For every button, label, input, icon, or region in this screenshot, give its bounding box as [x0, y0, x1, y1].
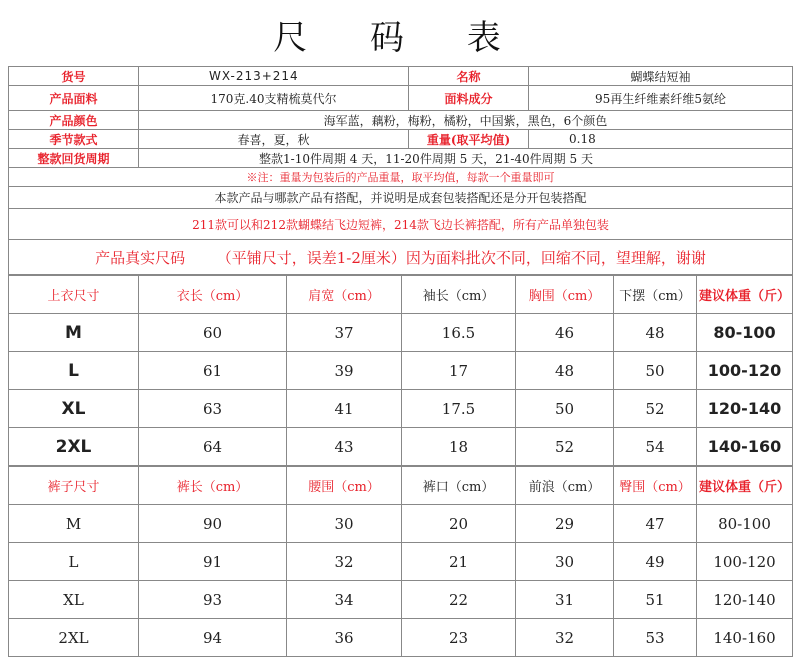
weight-label: 重量(取平均值) [409, 130, 529, 149]
pants-weight-cell: 140-160 [697, 619, 793, 657]
pants-measure-cell: 30 [287, 505, 402, 543]
tops-measure-cell: 17 [402, 352, 516, 390]
fabric-value: 170克.40支精梳莫代尔 [139, 86, 409, 111]
pants-header-weight: 建议体重（斤） [697, 467, 793, 505]
name-value: 蝴蝶结短袖 [529, 67, 793, 86]
tops-measure-cell: 16.5 [402, 314, 516, 352]
item-no-label: 货号 [9, 67, 139, 86]
tops-measure-cell: 48 [516, 352, 614, 390]
pants-header-length: 裤长（cm） [139, 467, 287, 505]
tops-size-label: L [9, 352, 139, 390]
pants-weight-cell: 80-100 [697, 505, 793, 543]
pants-size-label: XL [9, 581, 139, 619]
tops-measure-cell: 54 [614, 428, 697, 466]
size-chart [8, 66, 792, 657]
tops-header-size: 上衣尺寸 [9, 276, 139, 314]
tops-measure-cell: 41 [287, 390, 402, 428]
pants-header-size: 裤子尺寸 [9, 467, 139, 505]
pants-header-row [9, 467, 793, 505]
pants-size-row [9, 581, 793, 619]
tops-size-row [9, 314, 793, 352]
tops-weight-cell: 80-100 [697, 314, 793, 352]
pants-weight-cell: 120-140 [697, 581, 793, 619]
pants-measure-cell: 94 [139, 619, 287, 657]
tops-weight-cell: 100-120 [697, 352, 793, 390]
colors-value: 海军蓝，藕粉，梅粉，橘粉，中国紫，黑色，6个颜色 [139, 111, 793, 130]
tops-header-row [9, 276, 793, 314]
tops-weight-cell: 120-140 [697, 390, 793, 428]
pants-measure-cell: 53 [614, 619, 697, 657]
tops-size-row [9, 390, 793, 428]
tops-size-label: M [9, 314, 139, 352]
real-size-label: 产品真实尺码 [95, 248, 186, 267]
tops-header-length: 衣长（cm） [139, 276, 287, 314]
pants-size-label: 2XL [9, 619, 139, 657]
pants-measure-cell: 51 [614, 581, 697, 619]
name-label: 名称 [409, 67, 529, 86]
pants-measure-cell: 22 [402, 581, 516, 619]
tops-header-sleeve: 袖长（cm） [402, 276, 516, 314]
fabric-label: 产品面料 [9, 86, 139, 111]
pants-measure-cell: 34 [287, 581, 402, 619]
season-label: 季节款式 [9, 130, 139, 149]
real-size-row [9, 240, 793, 275]
item-no-value: WX-213+214 [139, 67, 409, 86]
tops-size-row [9, 428, 793, 466]
pants-measure-cell: 21 [402, 543, 516, 581]
pants-measure-cell: 30 [516, 543, 614, 581]
tops-size-label: 2XL [9, 428, 139, 466]
tops-size-table [8, 275, 793, 466]
composition-value: 95再生纤维素纤维5氨纶 [529, 86, 793, 111]
product-info-table [8, 66, 793, 275]
pants-weight-cell: 100-120 [697, 543, 793, 581]
tops-measure-cell: 61 [139, 352, 287, 390]
restock-value: 整款1-10件周期 4 天，11-20件周期 5 天，21-40件周期 5 天 [139, 149, 793, 168]
tops-measure-cell: 37 [287, 314, 402, 352]
pants-size-table [8, 466, 793, 657]
pants-measure-cell: 47 [614, 505, 697, 543]
match-note: 本款产品与哪款产品有搭配，并说明是成套包装搭配还是分开包装搭配 [9, 187, 793, 209]
weight-note-text: ※注：重量为包装后的产品重量，取平均值，每款一个重量即可 [246, 171, 555, 184]
pants-measure-cell: 90 [139, 505, 287, 543]
tops-measure-cell: 64 [139, 428, 287, 466]
pants-header-leg-opening: 裤口（cm） [402, 467, 516, 505]
season-value: 春喜，夏，秋 [139, 130, 409, 149]
restock-label: 整款回货周期 [9, 149, 139, 168]
pants-measure-cell: 32 [516, 619, 614, 657]
weight-value: 0.18 [529, 130, 793, 149]
tops-measure-cell: 43 [287, 428, 402, 466]
tops-header-shoulder: 肩宽（cm） [287, 276, 402, 314]
tops-measure-cell: 39 [287, 352, 402, 390]
tops-measure-cell: 46 [516, 314, 614, 352]
tops-measure-cell: 52 [516, 428, 614, 466]
tops-measure-cell: 50 [516, 390, 614, 428]
weight-note [9, 168, 793, 187]
pants-measure-cell: 49 [614, 543, 697, 581]
pants-measure-cell: 20 [402, 505, 516, 543]
tops-header-chest: 胸围（cm） [516, 276, 614, 314]
tops-measure-cell: 48 [614, 314, 697, 352]
pants-size-row [9, 619, 793, 657]
pants-size-row [9, 505, 793, 543]
color-label: 产品颜色 [9, 111, 139, 130]
tops-weight-cell: 140-160 [697, 428, 793, 466]
pants-measure-cell: 23 [402, 619, 516, 657]
match-detail: 211款可以和212款蝴蝶结飞边短裤，214款飞边长裤搭配，所有产品单独包装 [9, 209, 793, 240]
pants-size-label: M [9, 505, 139, 543]
tops-measure-cell: 52 [614, 390, 697, 428]
pants-header-hip: 臀围（cm） [614, 467, 697, 505]
tops-measure-cell: 17.5 [402, 390, 516, 428]
real-size-note: （平铺尺寸，误差1-2厘米）因为面料批次不同，回缩不同，望理解，谢谢 [216, 248, 706, 267]
pants-size-label: L [9, 543, 139, 581]
pants-measure-cell: 93 [139, 581, 287, 619]
tops-measure-cell: 60 [139, 314, 287, 352]
pants-measure-cell: 29 [516, 505, 614, 543]
tops-measure-cell: 18 [402, 428, 516, 466]
pants-measure-cell: 32 [287, 543, 402, 581]
tops-measure-cell: 63 [139, 390, 287, 428]
tops-header-weight: 建议体重（斤） [697, 276, 793, 314]
pants-size-row [9, 543, 793, 581]
tops-header-hem: 下摆（cm） [614, 276, 697, 314]
page-title: 尺 码 表 [273, 18, 527, 58]
pants-measure-cell: 31 [516, 581, 614, 619]
tops-size-row [9, 352, 793, 390]
pants-measure-cell: 91 [139, 543, 287, 581]
tops-measure-cell: 50 [614, 352, 697, 390]
composition-label: 面料成分 [409, 86, 529, 111]
tops-size-label: XL [9, 390, 139, 428]
pants-measure-cell: 36 [287, 619, 402, 657]
pants-header-waist: 腰围（cm） [287, 467, 402, 505]
pants-header-front-rise: 前浪（cm） [516, 467, 614, 505]
